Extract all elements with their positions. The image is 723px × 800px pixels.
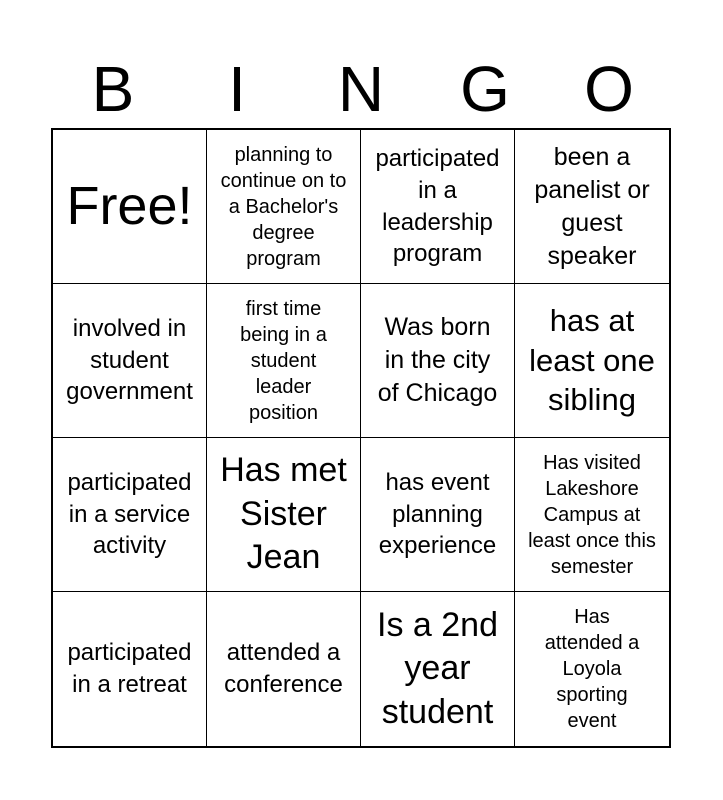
cell-label: has event planning experience — [378, 468, 497, 560]
cell-label: Has visited Lakeshore Campus at least once this semester — [528, 451, 656, 578]
cell-label: Free! — [66, 175, 193, 236]
cell-label: participated in a retreat — [67, 639, 192, 698]
bingo-cell-free[interactable] — [53, 130, 207, 284]
cell-label: planning to continue on to a Bachelor's degree program — [220, 143, 347, 270]
bingo-cell[interactable] — [207, 130, 361, 284]
bingo-cell[interactable] — [515, 130, 669, 284]
cell-label: Was born in the city of Chicago — [377, 313, 498, 407]
bingo-cell[interactable] — [515, 438, 669, 592]
cell-label: has at least one sibling — [529, 302, 655, 418]
header-letter-b: B — [91, 53, 135, 125]
bingo-cell[interactable] — [207, 284, 361, 438]
bingo-cell[interactable] — [361, 284, 515, 438]
cell-label: participated in a leadership program — [375, 144, 500, 268]
header-letter-n: N — [337, 53, 385, 125]
bingo-board — [51, 128, 671, 748]
cell-label: Is a 2nd year student — [377, 605, 498, 731]
bingo-cell[interactable] — [515, 592, 669, 746]
cell-label: involved in student government — [66, 314, 193, 406]
cell-label: first time being in a student leader position — [240, 297, 327, 424]
header-letter-i: I — [228, 53, 246, 125]
cell-label: attended a conference — [224, 639, 343, 698]
cell-label: Has met Sister Jean — [220, 451, 347, 577]
cell-label: participated in a service activity — [67, 468, 192, 560]
bingo-cell[interactable] — [53, 284, 207, 438]
header-letter-o: O — [584, 53, 634, 125]
bingo-cell[interactable] — [361, 438, 515, 592]
header-letter-g: G — [460, 53, 510, 125]
bingo-cell[interactable] — [515, 284, 669, 438]
bingo-cell[interactable] — [361, 592, 515, 746]
bingo-cell[interactable] — [207, 592, 361, 746]
bingo-cell[interactable] — [53, 438, 207, 592]
bingo-cell[interactable] — [207, 438, 361, 592]
bingo-cell[interactable] — [53, 592, 207, 746]
bingo-header — [51, 50, 671, 128]
cell-label: been a panelist or guest speaker — [534, 142, 650, 270]
cell-label: Has attended a Loyola sporting event — [544, 606, 640, 732]
bingo-cell[interactable] — [361, 130, 515, 284]
